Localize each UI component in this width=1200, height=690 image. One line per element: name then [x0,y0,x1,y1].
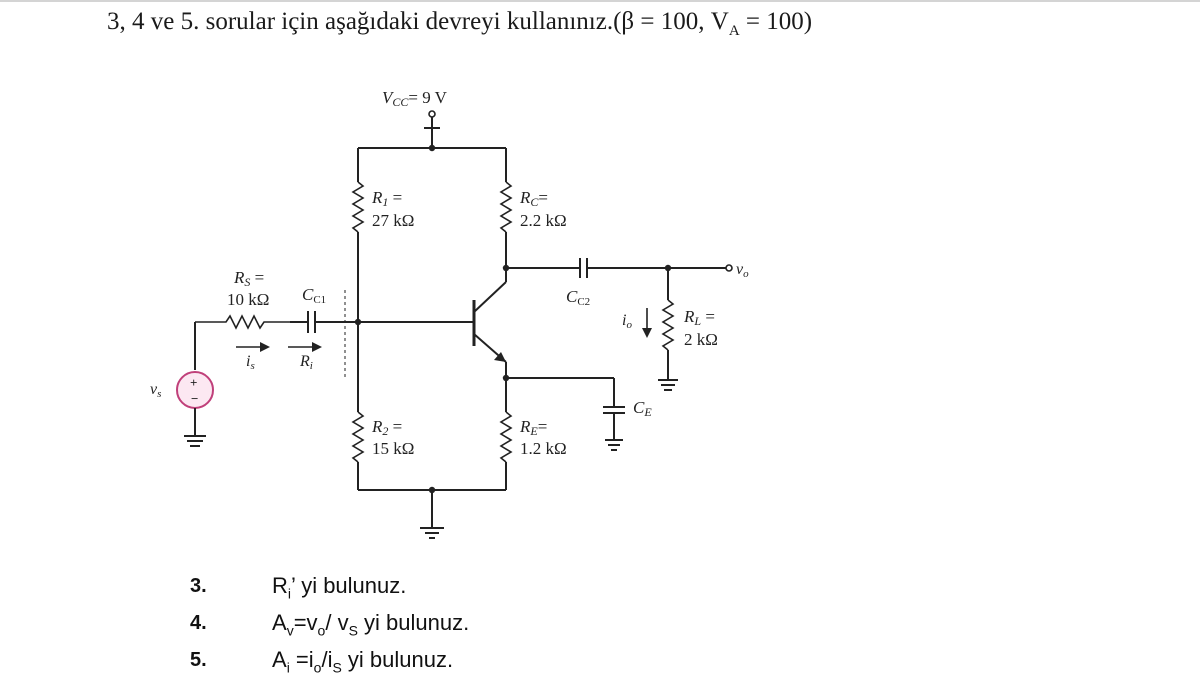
vo-label: vo [736,261,749,280]
r2-value: 15 kΩ [372,439,415,458]
question-text-part: A [272,647,287,672]
rs-label: RS = [234,268,265,289]
question-subscript: S [332,659,342,676]
question-subscript: o [313,659,322,676]
is-label: is [246,353,255,372]
rs-value: 10 kΩ [227,290,270,309]
question-text-part: A [272,610,287,635]
io-label: io [622,312,632,331]
question-text-part: =v [293,610,318,635]
cc1-capacitor [290,311,358,333]
rl-label: RL = [684,307,715,328]
heading-text: 3, 4 ve 5. sorular için aşağıdaki devreyi kullanınız.(β = 100, V [107,8,729,35]
question-text-part: ’ yi bulunuz. [291,573,407,598]
rs-resistor [195,316,290,328]
question-subscript: S [348,622,358,639]
rl-ground-symbol [658,380,678,390]
question-text-part: yi bulunuz. [341,647,454,672]
r1-value: 27 kΩ [372,211,415,230]
r1-label: R1 = [372,188,403,209]
ce-label: CE [633,398,652,419]
question-number: 3. [190,575,207,597]
question-text [272,647,453,675]
question-number: 4. [190,612,207,634]
is-arrow [236,342,270,352]
question-text [272,610,469,638]
question-number: 5. [190,649,207,671]
cc1-label: CC1 [302,285,327,306]
cc2-label: CC2 [566,287,591,308]
ri-label: Ri [300,353,313,372]
question-text-part: =i [289,647,314,672]
cc2-capacitor [506,258,732,278]
re-label: RE= [520,417,548,438]
question-subscript: o [317,622,326,639]
top-rail [358,145,506,182]
source-ground-symbol [184,436,206,446]
io-arrow [642,308,652,338]
question-subscript: v [286,622,294,639]
re-value: 1.2 kΩ [520,439,567,458]
rl-value: 2 kΩ [684,330,718,349]
heading-va-subscript: A [728,23,740,39]
question-text-part: yi bulunuz. [357,610,470,635]
heading-tail: = 100) [739,8,813,35]
rc-resistor [501,182,511,232]
question-subscript: i [286,659,290,676]
rl-resistor [663,300,673,350]
ground-symbol [420,528,444,538]
bottom-rail [358,487,506,528]
vs-minus-sign: − [191,391,199,406]
ri-arrow [288,342,322,352]
rc-label: RC= [520,188,548,209]
question-text-part: /i [321,647,333,672]
bjt-transistor [358,282,506,362]
vs-label: vs [150,381,162,400]
vcc-terminal [424,111,440,148]
vs-plus-sign: + [190,375,198,390]
vcc-label: VCC= 9 V [382,88,447,109]
question-subscript: i [287,585,292,602]
rc-value: 2.2 kΩ [520,211,567,230]
question-text-part: / v [325,610,349,635]
re-resistor [501,412,511,462]
r2-resistor [353,412,363,462]
r1-resistor [353,182,363,232]
r2-label: R2 = [372,417,403,438]
question-text [272,573,406,601]
question-text-part: R [272,573,288,598]
